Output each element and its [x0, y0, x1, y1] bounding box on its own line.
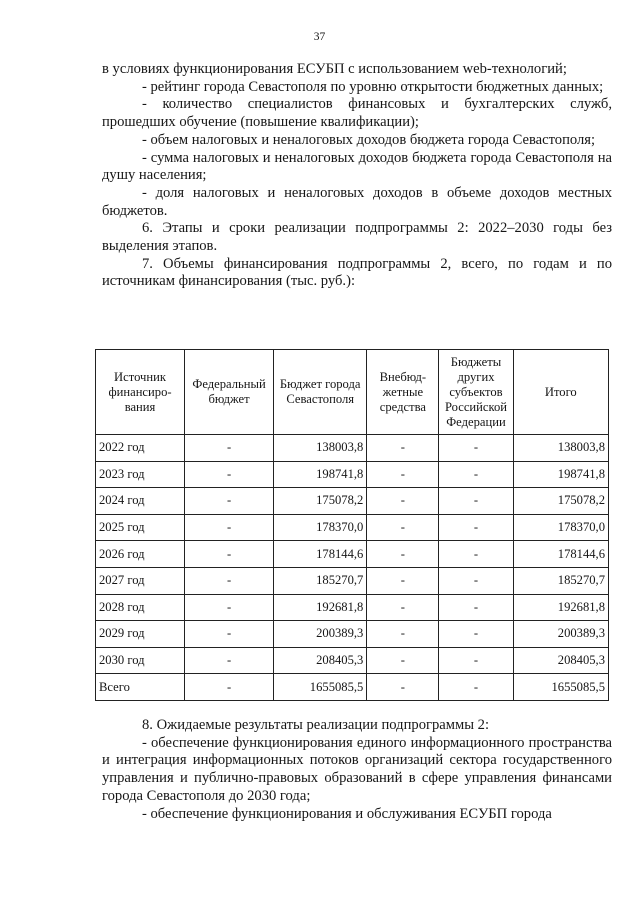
table-cell: -	[185, 674, 274, 701]
table-cell: -	[439, 594, 513, 621]
table-row-total	[96, 674, 609, 701]
paragraph: - количество специалистов финансовых и бухгалтерских служб, прошедших обучение (повышение квалификации);	[102, 96, 612, 131]
paragraph: 6. Этапы и сроки реализации подпрограммы 2: 2022–2030 годы без выделения этапов.	[102, 220, 612, 255]
table-cell: -	[439, 514, 513, 541]
table-cell: -	[367, 674, 439, 701]
table-cell: 175078,2	[274, 488, 367, 515]
table-row	[96, 647, 609, 674]
header-total: Итого	[513, 350, 608, 435]
header-other-subjects: Бюджеты других субъектов Российской Федерации	[439, 350, 513, 435]
table-cell: -	[185, 621, 274, 648]
table-cell: -	[367, 514, 439, 541]
table-cell: -	[439, 674, 513, 701]
bottom-text-block	[102, 717, 612, 823]
table-cell: 2022 год	[96, 435, 185, 462]
table-cell: 178144,6	[274, 541, 367, 568]
page-number: 37	[313, 31, 326, 43]
table-cell: 1655085,5	[513, 674, 608, 701]
table-cell: 208405,3	[274, 647, 367, 674]
table-row	[96, 594, 609, 621]
table-cell: 2025 год	[96, 514, 185, 541]
table-row	[96, 541, 609, 568]
table-cell: 208405,3	[513, 647, 608, 674]
table-row	[96, 435, 609, 462]
header-federal-budget: Федеральный бюджет	[185, 350, 274, 435]
table-cell: -	[439, 647, 513, 674]
table-cell: -	[439, 621, 513, 648]
table-cell: 178144,6	[513, 541, 608, 568]
paragraph: 8. Ожидаемые результаты реализации подпрограммы 2:	[142, 717, 490, 733]
table-cell: 2029 год	[96, 621, 185, 648]
paragraph: - обеспечение функционирования единого информационного пространства и интеграция информационных потоков организаций сектора государственного управления и публично-правовых образований в сфере управления финансами города Севастополя до 2030 года;	[102, 734, 612, 804]
table-cell: 138003,8	[513, 435, 608, 462]
table-cell: 2023 год	[96, 461, 185, 488]
table-row	[96, 461, 609, 488]
table-cell: -	[367, 621, 439, 648]
table-cell: 200389,3	[274, 621, 367, 648]
header-source: Источник финансиро-вания	[96, 350, 185, 435]
table-row	[96, 514, 609, 541]
table-cell: 185270,7	[274, 567, 367, 594]
table-cell: -	[439, 541, 513, 568]
table-cell: -	[367, 647, 439, 674]
table-row	[96, 567, 609, 594]
table-cell: 2030 год	[96, 647, 185, 674]
table-cell: -	[367, 461, 439, 488]
table-cell: -	[439, 435, 513, 462]
table-cell: -	[185, 647, 274, 674]
table-cell: 178370,0	[274, 514, 367, 541]
table-cell: 200389,3	[513, 621, 608, 648]
paragraph: - обеспечение функционирования и обслуживания ЕСУБП города	[142, 805, 552, 822]
paragraph: 7. Объемы финансирования подпрограммы 2, всего, по годам и по источникам финансирования (тыс. руб.):	[102, 255, 612, 290]
table-cell: -	[185, 594, 274, 621]
paragraph: - рейтинг города Севастополя по уровню открытости бюджетных данных;	[142, 78, 604, 95]
table-cell: 185270,7	[513, 567, 608, 594]
table-cell: Всего	[96, 674, 185, 701]
paragraph: - доля налоговых и неналоговых доходов в объеме доходов местных бюджетов.	[102, 184, 612, 219]
table-cell: -	[439, 461, 513, 488]
top-text-block	[102, 61, 612, 291]
table-cell: 2027 год	[96, 567, 185, 594]
table-row	[96, 488, 609, 515]
table-cell: 2026 год	[96, 541, 185, 568]
paragraph: в условиях функционирования ЕСУБП с использованием web-технологий;	[102, 61, 567, 77]
table-header-row	[96, 350, 609, 435]
table-cell: -	[185, 541, 274, 568]
table-cell: 175078,2	[513, 488, 608, 515]
table-cell: -	[185, 514, 274, 541]
table-cell: -	[185, 435, 274, 462]
table-cell: 192681,8	[513, 594, 608, 621]
table-cell: -	[185, 488, 274, 515]
table-cell: 198741,8	[513, 461, 608, 488]
paragraph: - объем налоговых и неналоговых доходов бюджета города Севастополя;	[142, 131, 596, 148]
table-cell: -	[367, 567, 439, 594]
table-cell: 2024 год	[96, 488, 185, 515]
table-cell: -	[367, 594, 439, 621]
table-cell: 178370,0	[513, 514, 608, 541]
paragraph: - сумма налоговых и неналоговых доходов бюджета города Севастополя на душу населения;	[102, 149, 612, 184]
financing-table	[95, 349, 609, 701]
table-cell: -	[367, 435, 439, 462]
table-cell: 1655085,5	[274, 674, 367, 701]
table-cell: -	[367, 488, 439, 515]
header-extrabudgetary: Внебюд-жетные средства	[367, 350, 439, 435]
table-cell: 2028 год	[96, 594, 185, 621]
table-cell: -	[439, 488, 513, 515]
table-cell: -	[185, 567, 274, 594]
table-cell: -	[367, 541, 439, 568]
table-cell: -	[439, 567, 513, 594]
table-cell: -	[185, 461, 274, 488]
header-city-budget: Бюджет города Севастополя	[274, 350, 367, 435]
table-cell: 198741,8	[274, 461, 367, 488]
table-row	[96, 621, 609, 648]
table-cell: 138003,8	[274, 435, 367, 462]
table-cell: 192681,8	[274, 594, 367, 621]
